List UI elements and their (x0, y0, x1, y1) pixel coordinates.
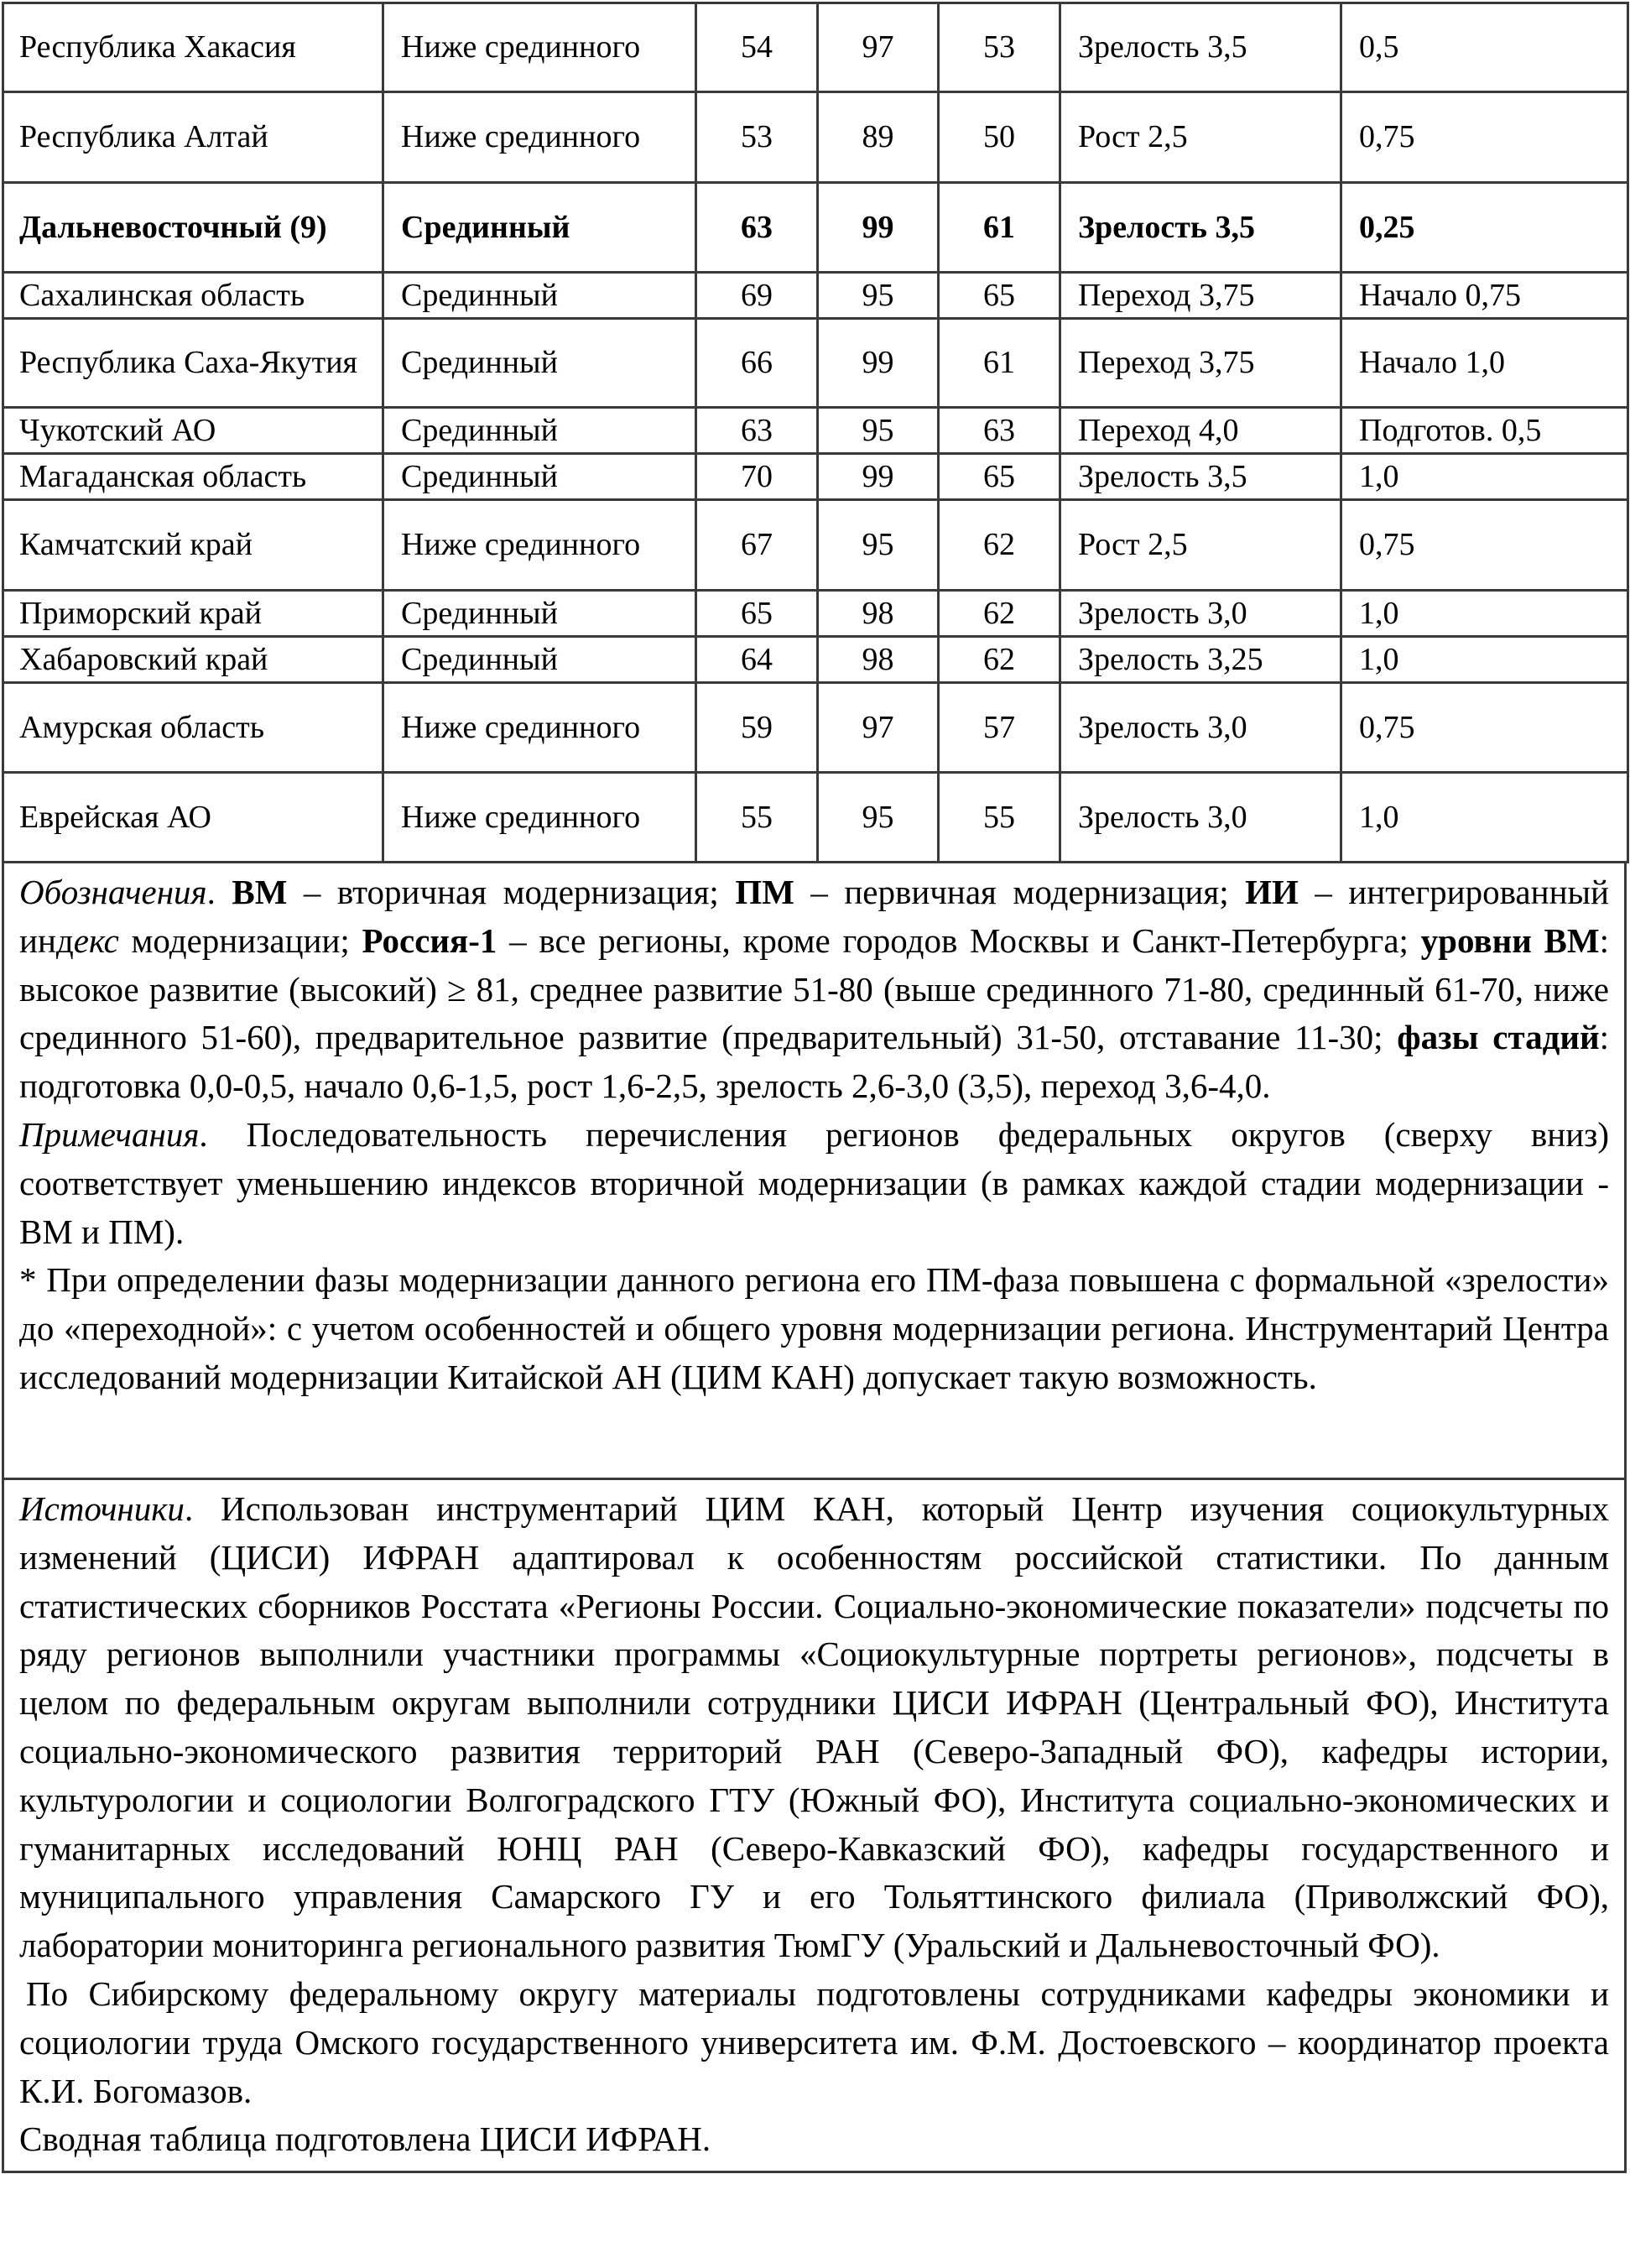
vm-index-cell: 64 (696, 637, 818, 683)
vm-phase-cell: 1,0 (1341, 591, 1628, 637)
russia1-term: Россия-1 (362, 920, 497, 960)
pm-index-cell: 97 (818, 3, 939, 92)
phases-label: фазы стадий (1397, 1018, 1600, 1057)
ii-index-cell: 62 (939, 591, 1060, 637)
vm-phase-cell: 0,75 (1341, 683, 1628, 773)
vm-phase-cell: 0,75 (1341, 92, 1628, 183)
modernization-table (2, 2, 1629, 863)
table-row (3, 773, 1628, 863)
pm-index-cell: 95 (818, 408, 939, 454)
ii-index-cell: 62 (939, 500, 1060, 591)
sources-label: Источники (19, 1489, 185, 1528)
pm-index-cell: 89 (818, 92, 939, 183)
pm-index-cell: 95 (818, 500, 939, 591)
vm-phase-cell: 1,0 (1341, 773, 1628, 863)
vm-index-cell: 69 (696, 273, 818, 319)
levels-label: уровни ВМ (1420, 920, 1600, 960)
table-body (3, 3, 1628, 863)
table-row (3, 683, 1628, 773)
pm-phase-cell: Зрелость 3,5 (1060, 3, 1341, 92)
remarks-paragraph: Примечания. Последовательность перечисления регионов федеральных округов (сверху вниз) соответствует уменьшению индексов вторичной модернизации (в рамках каждой стадии модернизации - ВМ и ПМ). (19, 1114, 1609, 1251)
region-cell: Республика Алтай (3, 92, 383, 183)
vm-index-cell: 70 (696, 454, 818, 500)
district-summary-row (3, 183, 1628, 273)
region-cell: Хабаровский край (3, 637, 383, 683)
vm-phase-cell: 0,5 (1341, 3, 1628, 92)
document-page (2, 2, 1627, 2173)
siberia-paragraph: По Сибирскому федеральному округу материалы подготовлены сотрудниками кафедры экономики и социологии труда Омского государственного университета им. Ф.М. Достоевского – координатор проекта К.И. Богомазов. (19, 1973, 1609, 2110)
table-row (3, 408, 1628, 454)
level-cell: Срединный (383, 408, 696, 454)
vm-index-cell: 66 (696, 319, 818, 408)
legend-label: Обозначения (19, 873, 207, 911)
pm-phase-cell: Зрелость 3,5 (1060, 183, 1341, 273)
pm-index-cell: 99 (818, 183, 939, 273)
ii-index-cell: 65 (939, 273, 1060, 319)
ii-abbr: ИИ (1245, 873, 1299, 911)
footnote-paragraph: * При определении фазы модернизации данного региона его ПМ-фаза повышена с формальной «зрелости» до «переходной»: с учетом особенностей и общего уровня модернизации региона. Инструментарий Центра исследований модернизации Китайской АН (ЦИМ КАН) допускает такую возможность. (19, 1260, 1609, 1396)
vm-phase-cell: 1,0 (1341, 454, 1628, 500)
vm-phase-cell: Подготов. 0,5 (1341, 408, 1628, 454)
pm-phase-cell: Зрелость 3,5 (1060, 454, 1341, 500)
region-cell: Сахалинская область (3, 273, 383, 319)
level-cell: Ниже срединного (383, 3, 696, 92)
pm-abbr: ПМ (735, 873, 794, 911)
level-cell: Срединный (383, 454, 696, 500)
pm-phase-cell: Рост 2,5 (1060, 92, 1341, 183)
sources-paragraph: Источники. Использован инструментарий ЦИМ КАН, который Центр изучения социокультурных изменений (ЦИСИ) ИФРАН адаптировал к особенностям российской статистики. По данным статистических сборников Росстата «Регионы России. Социально-экономические показатели» подсчеты по ряду регионов выполнили участники программы «Социокультурные портреты регионов», подсчеты в целом по федеральным округам выполнили сотрудники ЦИСИ ИФРАН (Центральный ФО), Института социально-экономического развития территорий РАН (Северо-Западный ФО), кафедры истории, культурологии и социологии Волгоградского ГТУ (Южный ФО), Института социально-экономических и гуманитарных исследований ЮНЦ РАН (Северо-Кавказский ФО), кафедры государственного и муниципального управления Самарского ГУ и его Тольяттинского филиала (Приволжский ФО), лаборатории мониторинга регионального развития ТюмГУ (Уральский и Дальневосточный ФО). (19, 1489, 1609, 1965)
level-cell: Срединный (383, 273, 696, 319)
table-row (3, 591, 1628, 637)
region-cell: Амурская область (3, 683, 383, 773)
ii-index-cell: 50 (939, 92, 1060, 183)
sources-section (2, 1480, 1627, 2173)
pm-index-cell: 97 (818, 683, 939, 773)
level-cell: Срединный (383, 319, 696, 408)
vm-phase-cell: 0,25 (1341, 183, 1628, 273)
region-cell: Камчатский край (3, 500, 383, 591)
pm-phase-cell: Зрелость 3,0 (1060, 683, 1341, 773)
vm-phase-cell: 1,0 (1341, 637, 1628, 683)
pm-phase-cell: Переход 3,75 (1060, 273, 1341, 319)
table-row (3, 637, 1628, 683)
summary-paragraph: Сводная таблица подготовлена ЦИСИ ИФРАН. (19, 2119, 711, 2159)
level-cell: Ниже срединного (383, 92, 696, 183)
table-row (3, 500, 1628, 591)
level-cell: Ниже срединного (383, 500, 696, 591)
level-cell: Срединный (383, 591, 696, 637)
pm-index-cell: 99 (818, 454, 939, 500)
ii-index-cell: 61 (939, 319, 1060, 408)
level-cell: Срединный (383, 183, 696, 273)
pm-index-cell: 98 (818, 637, 939, 683)
ii-index-cell: 62 (939, 637, 1060, 683)
pm-phase-cell: Переход 4,0 (1060, 408, 1341, 454)
vm-index-cell: 53 (696, 92, 818, 183)
table-row (3, 454, 1628, 500)
legend-paragraph: Обозначения. ВМ – вторичная модернизация; ПМ – первичная модернизация; ИИ – интегрированный индекс модернизации; Россия-1 – все регионы, кроме городов Москвы и Санкт-Петербурга; уровни ВМ: высокое развитие (высокий) ≥ 81, среднее развитие 51-80 (выше срединного 71-80, срединный 61-70, ниже срединного 51-60), предварительное развитие (предварительный) 31-50, отставание 11-30; фазы стадий: подготовка 0,0-0,5, начало 0,6-1,5, рост 1,6-2,5, зрелость 2,6-3,0 (3,5), переход 3,6-4,0. (19, 873, 1610, 1106)
pm-phase-cell: Зрелость 3,0 (1060, 591, 1341, 637)
vm-index-cell: 63 (696, 408, 818, 454)
vm-index-cell: 55 (696, 773, 818, 863)
region-cell: Приморский край (3, 591, 383, 637)
region-cell: Дальневосточный (9) (3, 183, 383, 273)
remarks-label: Примечания (19, 1114, 200, 1154)
pm-index-cell: 99 (818, 319, 939, 408)
level-cell: Ниже срединного (383, 683, 696, 773)
pm-index-cell: 98 (818, 591, 939, 637)
vm-abbr: ВМ (232, 873, 288, 911)
pm-phase-cell: Переход 3,75 (1060, 319, 1341, 408)
ii-index-cell: 63 (939, 408, 1060, 454)
ii-index-cell: 55 (939, 773, 1060, 863)
table-row (3, 273, 1628, 319)
pm-index-cell: 95 (818, 273, 939, 319)
region-cell: Магаданская область (3, 454, 383, 500)
region-cell: Чукотский АО (3, 408, 383, 454)
vm-index-cell: 54 (696, 3, 818, 92)
notes-section (2, 863, 1627, 1480)
ii-index-cell: 65 (939, 454, 1060, 500)
vm-index-cell: 65 (696, 591, 818, 637)
pm-phase-cell: Рост 2,5 (1060, 500, 1341, 591)
level-cell: Срединный (383, 637, 696, 683)
ii-index-cell: 61 (939, 183, 1060, 273)
pm-phase-cell: Зрелость 3,0 (1060, 773, 1341, 863)
region-cell: Еврейская АО (3, 773, 383, 863)
region-cell: Республика Хакасия (3, 3, 383, 92)
table-row (3, 319, 1628, 408)
pm-index-cell: 95 (818, 773, 939, 863)
level-cell: Ниже срединного (383, 773, 696, 863)
ge-symbol: ≥ (447, 969, 466, 1009)
ii-index-cell: 57 (939, 683, 1060, 773)
region-cell: Республика Саха-Якутия (3, 319, 383, 408)
vm-phase-cell: Начало 0,75 (1341, 273, 1628, 319)
table-row (3, 3, 1628, 92)
vm-index-cell: 67 (696, 500, 818, 591)
table-row (3, 92, 1628, 183)
vm-index-cell: 63 (696, 183, 818, 273)
vm-index-cell: 59 (696, 683, 818, 773)
pm-phase-cell: Зрелость 3,25 (1060, 637, 1341, 683)
ii-index-cell: 53 (939, 3, 1060, 92)
vm-phase-cell: Начало 1,0 (1341, 319, 1628, 408)
vm-phase-cell: 0,75 (1341, 500, 1628, 591)
